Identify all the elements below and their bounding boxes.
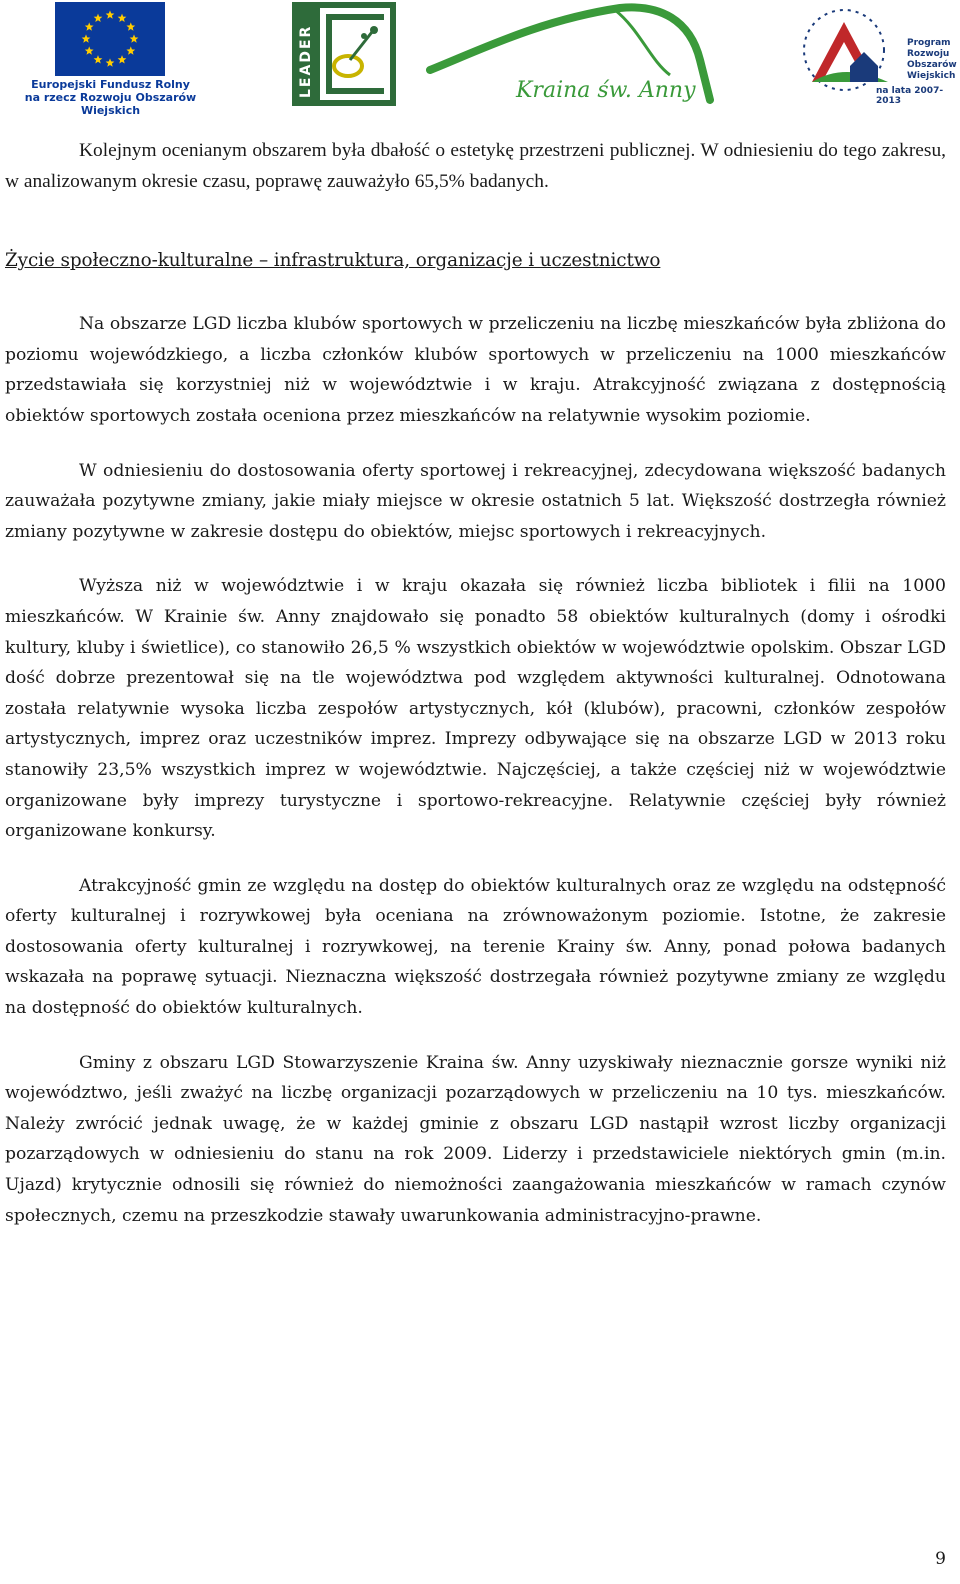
paragraph-3: W odniesieniu do dostosowania oferty sportowej i rekreacyjnej, zdecydowana większość badanych zauważała pozytywne zmiany, jakie miały miejsce w okresie ostatnich 5 lat. Większość dostrzegła również zmiany pozytywne w zakresie dostępu do obiektów, miejsc sportowych i rekreacyjnych. — [5, 460, 946, 542]
prow-logo-years: na lata 2007-2013 — [876, 86, 944, 106]
prow-logo-line-3: Obszarów — [907, 60, 957, 70]
paragraph-2: Na obszarze LGD liczba klubów sportowych w przeliczeniu na liczbę mieszkańców była zbliżona do poziomu wojewódzkiego, a liczba członków klubów sportowych w przeliczeniu na 1000 mieszkańców przedstawiała się korzystniej niż w województwie i w kraju. Atrakcyjność związana z dostępnością obiektów sportowych została oceniona przez mieszkańców na relatywnie wysokim poziomie. — [5, 314, 946, 426]
document-body — [5, 136, 946, 1231]
prow-logo-line-2: Rozwoju — [907, 49, 950, 59]
paragraph-6: Gminy z obszaru LGD Stowarzyszenie Kraina św. Anny uzyskiwały nieznacznie gorsze wyniki niż województwo, jeśli zważyć na liczbę organizacji pozarządowych w przeliczeniu na 10 tys. mieszkańców. Należy zwrócić jednak uwagę, że w każdej gminie z obszaru LGD nastąpił wzrost liczby organizacji pozarządowych w odniesieniu do stanu na rok 2009. Liderzy i przedstawiciele niektórych gmin (m.in. Ujazd) krytycznie odnosili się również do niemożności zaangażowania mieszkańców w ramach czynów społecznych, czemu na przeszkodzie stawały uwarunkowania administracyjno-prawne. — [5, 1052, 946, 1226]
eu-star-icon — [94, 14, 103, 22]
paragraph-5: Atrakcyjność gmin ze względu na dostęp do obiektów kulturalnych oraz ze względu na odstępność oferty kulturalnej i rozrywkowej była oceniana na zrównoważonym poziomie. Istotne, że zakresie dostosowania oferty kulturalnej i rozrywkowej, na terenie Krainy św. Anny, ponad połowa badanych wskazała na poprawę sytuacji. Nieznaczna większość dostrzegała również pozytywne zmiany ze względu na dostępność do obiektów kulturalnych. — [5, 875, 946, 1019]
eu-star-icon — [85, 22, 94, 30]
eu-logo-line-1: Europejski Fundusz Rolny — [31, 78, 190, 91]
kraina-logo — [420, 0, 720, 108]
eu-star-icon — [130, 34, 139, 42]
eu-star-icon — [126, 46, 135, 54]
prow-logo-line-4: Wiejskich — [907, 71, 956, 81]
eu-star-icon — [82, 34, 91, 42]
eu-star-icon — [106, 58, 115, 66]
eu-star-icon — [118, 14, 127, 22]
eu-star-icon — [94, 55, 103, 63]
page-number: 9 — [935, 1549, 946, 1569]
eu-star-icon — [118, 55, 127, 63]
paragraph-4: Wyższa niż w województwie i w kraju okazała się również liczba bibliotek i filii na 1000 mieszkańców. W Krainie św. Anny znajdowało się ponadto 58 obiektów kulturalnych (domy i ośrodki kultury, kluby i świetlice), co stanowiło 26,5 % wszystkich obiektów w województwie opolskim. Obszar LGD dość dobrze prezentował się na tle województwa pod względem aktywności kulturalnej. Odnotowana została relatywnie wysoka liczba zespołów artystycznych, kół (klubów), pracowni, członków zespołów artystycznych, imprez oraz uczestników imprez. Imprezy odbywające się na obszarze LGD w 2013 roku stanowiły 23,5% wszystkich imprez w województwie. Najczęściej, a także częściej niż w województwie organizowane były imprezy turystyczne i sportowo-rekreacyjne. Relatywnie częściej były również organizowane konkursy. — [5, 576, 946, 842]
eu-star-icon — [126, 22, 135, 30]
leader-logo — [292, 2, 396, 106]
prow-logo — [792, 2, 957, 106]
paragraph-1: Kolejnym ocenianym obszarem była dbałość o estetykę przestrzeni publicznej. W odniesieniu do tego zakresu, w analizowanym okresie czasu, poprawę zauważyło 65,5% badanych. — [5, 140, 946, 192]
eu-star-icon — [85, 46, 94, 54]
eu-flag-icon — [55, 2, 165, 76]
kraina-logo-text: Kraina św. Anny — [516, 78, 696, 103]
eu-logo-line-2: na rzecz Rozwoju Obszarów Wiejskich — [24, 91, 197, 117]
prow-logo-line-1: Program — [907, 38, 951, 48]
header-logos — [0, 0, 960, 117]
eu-star-icon — [106, 10, 115, 18]
leader-logo-text: LEADER — [298, 24, 314, 98]
section-heading: Życie społeczno-kulturalne – infrastruktura, organizacje i uczestnictwo — [5, 250, 661, 272]
eu-fund-logo — [3, 2, 218, 117]
